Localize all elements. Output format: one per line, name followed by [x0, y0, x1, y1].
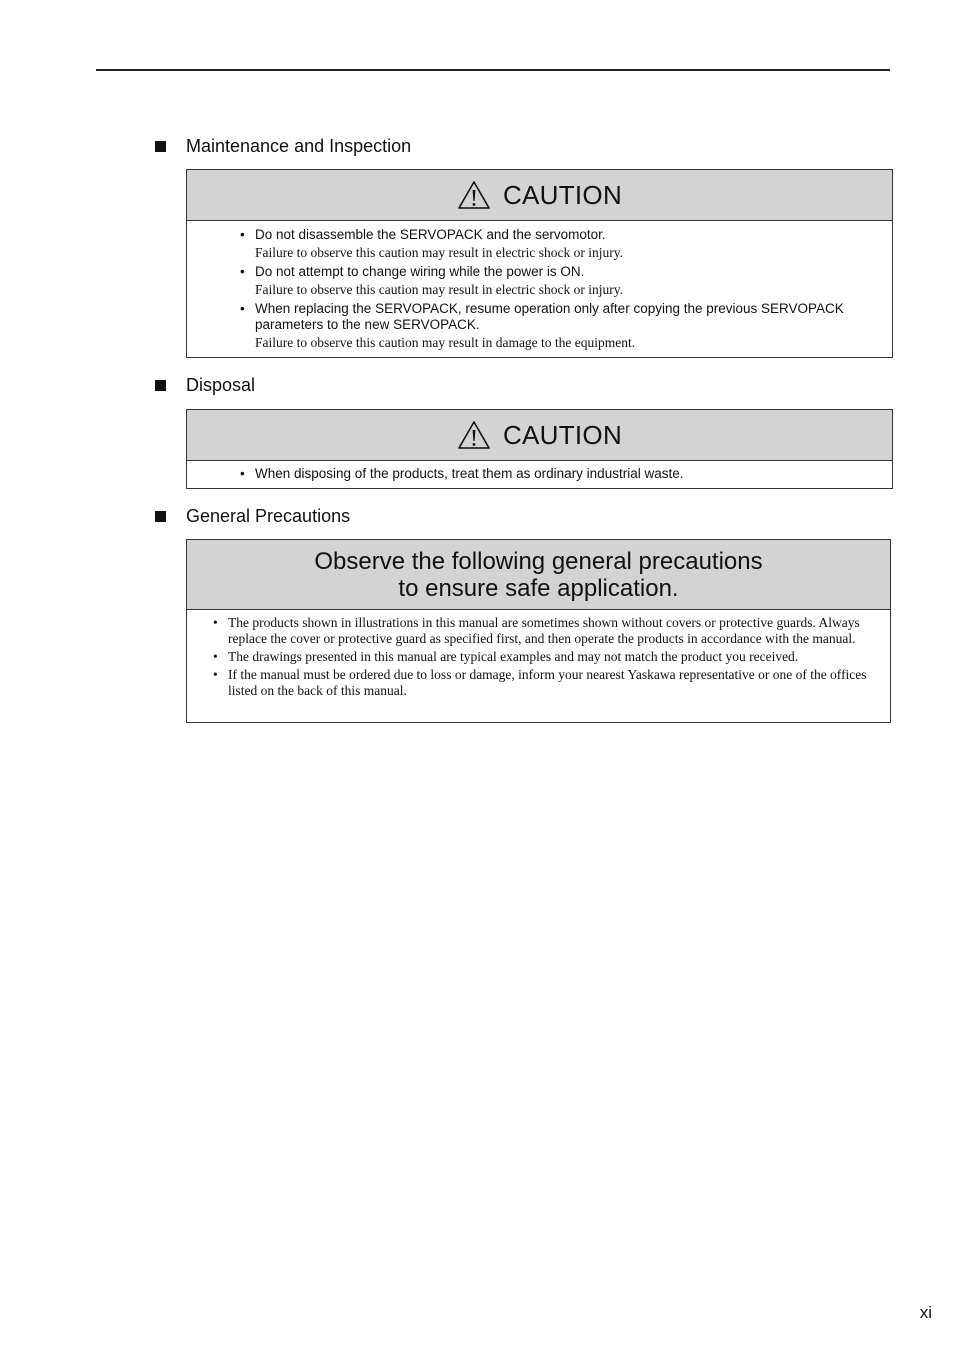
- list-item: [213, 667, 878, 699]
- item-text: The drawings presented in this manual are typical examples and may not match the product you received.: [228, 649, 799, 664]
- item-note: Failure to observe this caution may result in electric shock or injury.: [255, 282, 624, 297]
- section-heading-disposal: [155, 373, 255, 397]
- caution-box-maintenance: [186, 169, 893, 358]
- caution-header: [187, 170, 892, 221]
- list-item: [240, 301, 884, 352]
- caution-label: CAUTION: [502, 419, 623, 450]
- item-text: Do not attempt to change wiring while the power is ON.: [255, 264, 585, 279]
- general-header: [187, 540, 890, 610]
- bullet: •: [240, 264, 245, 279]
- square-bullet-icon: [155, 511, 166, 522]
- top-rule: [96, 69, 890, 71]
- bullet: •: [213, 615, 218, 630]
- warning-triangle-icon: [457, 420, 491, 450]
- section-heading-text: Maintenance and Inspection: [186, 135, 412, 156]
- page-number: xi: [919, 1303, 932, 1322]
- section-heading-general: [155, 504, 350, 528]
- item-text: The products shown in illustrations in this manual are sometimes shown without covers or protective guards. Always replace the cover or protective guard as specified first, and then operate the products in accordance with the manual.: [228, 615, 860, 646]
- list-item: [213, 615, 878, 647]
- section-heading-text: General Precautions: [186, 505, 351, 526]
- bullet: •: [213, 649, 218, 664]
- caution-box-disposal: [186, 409, 893, 489]
- general-list: [187, 610, 890, 708]
- section-heading-maintenance: [155, 134, 411, 158]
- warning-triangle-icon: [457, 180, 491, 210]
- caution-list: [187, 221, 892, 358]
- bullet: •: [240, 227, 245, 242]
- list-item: [240, 227, 884, 262]
- bullet: •: [240, 301, 245, 316]
- caution-list: [187, 461, 892, 488]
- list-item: [213, 649, 878, 665]
- section-heading-text: Disposal: [186, 374, 256, 395]
- bullet: •: [213, 667, 218, 682]
- general-precautions-box: [186, 539, 891, 723]
- item-note: Failure to observe this caution may result in electric shock or injury.: [255, 245, 624, 260]
- general-title-line-2: to ensure safe application.: [398, 574, 679, 602]
- bullet: •: [240, 466, 245, 481]
- list-item: [240, 264, 884, 299]
- item-text: If the manual must be ordered due to loss or damage, inform your nearest Yaskawa representative or one of the offices listed on the back of this manual.: [228, 667, 867, 698]
- list-item: [240, 466, 884, 482]
- item-note: Failure to observe this caution may result in damage to the equipment.: [255, 335, 636, 350]
- item-text: When disposing of the products, treat them as ordinary industrial waste.: [255, 466, 684, 481]
- square-bullet-icon: [155, 380, 166, 391]
- item-text: Do not disassemble the SERVOPACK and the servomotor.: [255, 227, 606, 242]
- item-text: When replacing the SERVOPACK, resume operation only after copying the previous SERVOPACK parameters to the new SERVOPACK.: [255, 301, 844, 332]
- caution-header: [187, 410, 892, 461]
- square-bullet-icon: [155, 141, 166, 152]
- caution-label: CAUTION: [502, 179, 623, 210]
- general-title-line-1: Observe the following general precautions: [314, 547, 763, 575]
